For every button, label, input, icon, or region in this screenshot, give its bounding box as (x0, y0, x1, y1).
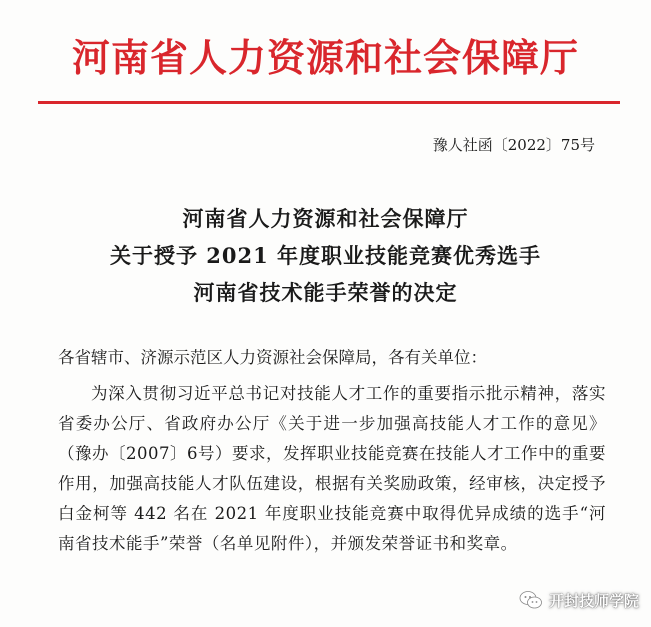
document-title (0, 200, 651, 311)
letterhead-red-rule (38, 101, 620, 104)
title-line-1: 河南省人力资源和社会保障厅 (182, 206, 469, 231)
document-number: 豫人社函〔2022〕75号 (432, 136, 595, 154)
wechat-watermark (519, 589, 639, 611)
body-paragraph: 为深入贯彻习近平总书记对技能人才工作的重要指示批示精神，落实省委办公厅、省政府办公厅《关于进一步加强高技能人才工作的意见》（豫办〔2007〕6号）要求，发挥职业技能竞赛在技能人才工作中的重要作用，加强高技能人才队伍建设，根据有关奖励政策，经审核，决定授予白金柯等 442 名在 2021 年度职业技能竞赛中取得优异成绩的选手“河南省技术能手”荣誉（名单见附件），并颁发荣誉证书和奖章。 (58, 384, 606, 553)
wechat-icon (519, 589, 543, 611)
salutation: 各省辖市、济源示范区人力资源社会保障局，各有关单位： (58, 348, 487, 367)
letterhead-title: 河南省人力资源和社会保障厅 (71, 35, 579, 80)
title-line-2: 关于授予 2021 年度职业技能竞赛优秀选手 (109, 243, 542, 268)
title-line-3: 河南省技术能手荣誉的决定 (193, 280, 458, 305)
watermark-label: 开封技师学院 (548, 591, 639, 610)
